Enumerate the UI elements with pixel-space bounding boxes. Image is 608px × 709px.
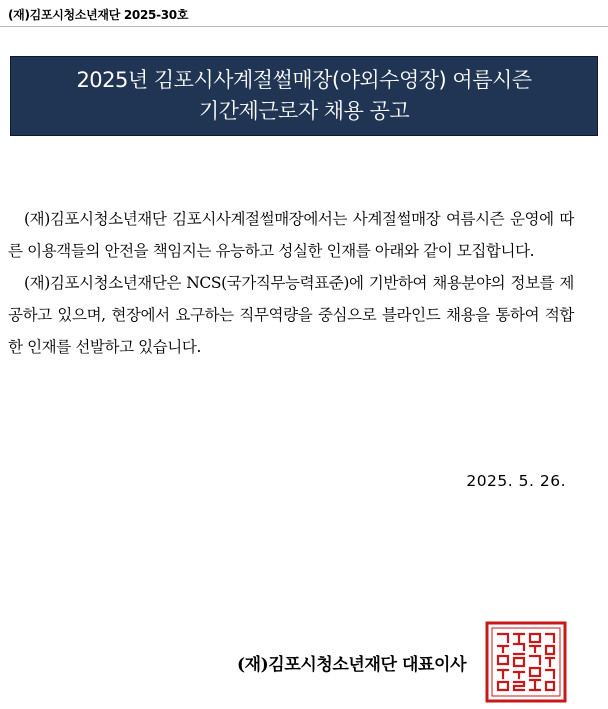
announcement-body — [8, 203, 574, 363]
body-paragraph-2: (재)김포시청소년재단은 NCS(국가직무능력표준)에 기반하여 채용분야의 정보를 제공하고 있으며, 현장에서 요구하는 직무역량을 중심으로 블라인드 채용을 통하여 적합한 인재를 선발하고 있습니다. — [8, 274, 574, 356]
announcement-date: 2025. 5. 26. — [466, 472, 566, 490]
document-number: (재)김포시청소년재단 2025-30호 — [8, 8, 189, 22]
body-paragraph-1: (재)김포시청소년재단 김포시사계절썰매장에서는 사계절썰매장 여름시즌 운영에 따른 이용객들의 안전을 책임지는 유능하고 성실한 인재를 아래와 같이 모집합니다. — [8, 210, 574, 260]
signatory: (재)김포시청소년재단 대표이사 — [237, 655, 467, 675]
title-line-2: 기간제근로자 채용 공고 — [198, 99, 410, 123]
header-divider — [0, 26, 608, 27]
announcement-title-box — [10, 56, 598, 136]
title-line-1: 2025년 김포시사계절썰매장(야외수영장) 여름시즌 — [76, 68, 532, 92]
official-seal-icon — [484, 620, 568, 704]
